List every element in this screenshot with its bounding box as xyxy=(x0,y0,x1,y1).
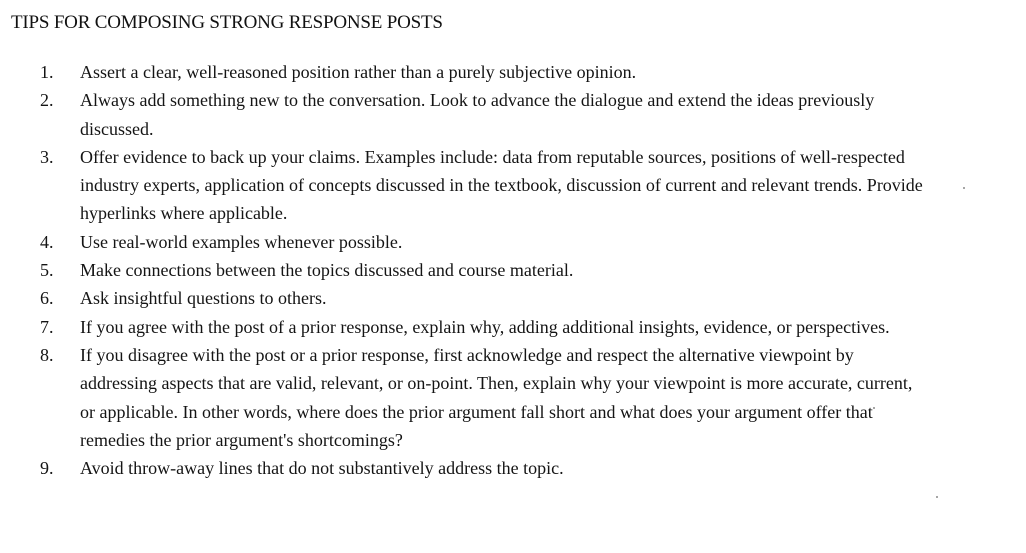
tip-text: Ask insightful questions to others. xyxy=(80,288,327,309)
tip-item xyxy=(40,454,940,482)
tip-text: Always add something new to the conversation. Look to advance the dialogue and extend the ideas previously discussed. xyxy=(80,90,875,139)
tip-item xyxy=(40,284,940,312)
tip-item xyxy=(40,341,940,454)
tip-number: 2. xyxy=(40,90,54,111)
tip-text: If you disagree with the post or a prior response, first acknowledge and respect the alternative viewpoint by addressing aspects that are valid, relevant, or on-point. Then, explain why your viewpoint is more accurate, current, or applicable. In other words, where does the prior argument fall short and what does your argument offer that remedies the prior argument's shortcomings? xyxy=(80,344,913,450)
tip-number: 4. xyxy=(40,231,54,252)
tip-number: 1. xyxy=(40,62,54,82)
tip-number: 7. xyxy=(40,316,54,337)
tip-item xyxy=(40,313,940,341)
tip-text: Offer evidence to back up your claims. Examples include: data from reputable sources, positions of well-respected industry experts, application of concepts discussed in the textbook, discussion of current and relevant trends. Provide hyperlinks where applicable. xyxy=(80,146,923,224)
tip-item xyxy=(40,256,940,284)
tip-item xyxy=(40,86,940,143)
tip-item xyxy=(40,228,940,256)
document-title: TIPS FOR COMPOSING STRONG RESPONSE POSTS xyxy=(11,12,443,33)
scan-speck xyxy=(963,187,965,189)
tip-number: 3. xyxy=(40,146,54,167)
tip-number: 9. xyxy=(40,458,54,479)
tip-text: Assert a clear, well-reasoned position rather than a purely subjective opinion. xyxy=(80,62,637,82)
tip-number: 8. xyxy=(40,344,54,365)
tip-text: If you agree with the post of a prior response, explain why, adding additional insights, evidence, or perspectives. xyxy=(80,316,890,337)
scan-speck xyxy=(873,407,875,409)
tip-text: Avoid throw-away lines that do not substantively address the topic. xyxy=(80,458,564,479)
tip-text: Use real-world examples whenever possible. xyxy=(80,231,403,252)
tip-number: 6. xyxy=(40,288,54,309)
tip-item xyxy=(40,58,940,86)
tips-list xyxy=(40,58,940,482)
scan-speck xyxy=(936,496,938,498)
tip-item xyxy=(40,143,940,228)
tip-text: Make connections between the topics discussed and course material. xyxy=(80,260,574,281)
tip-number: 5. xyxy=(40,260,54,281)
